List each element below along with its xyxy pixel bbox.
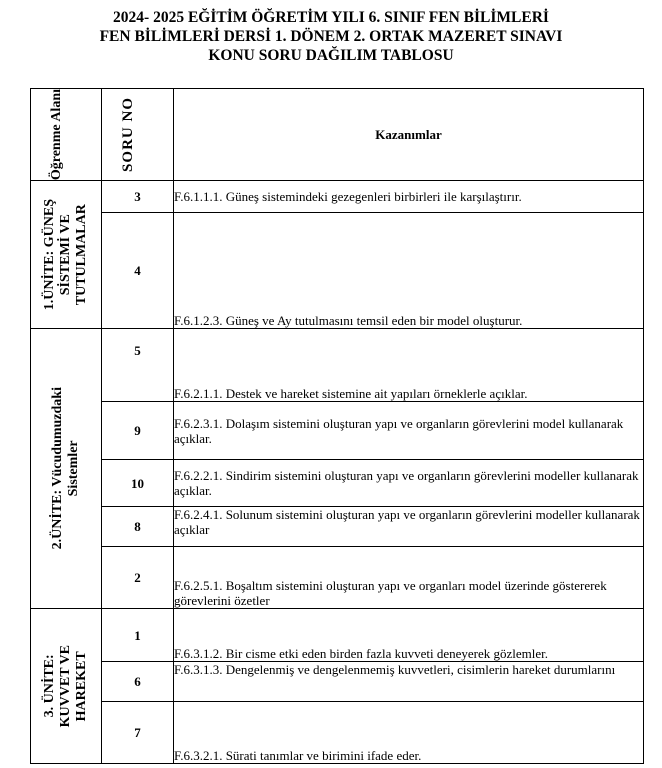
header-question-no: [102, 89, 174, 181]
unit-3-cell: [31, 609, 102, 764]
question-no: 3: [102, 181, 174, 213]
question-no: 10: [102, 460, 174, 507]
outcome-text: F.6.1.1.1. Güneş sistemindeki gezegenleri birbirleri ile karşılaştırır.: [174, 181, 644, 213]
unit-3-line-2: KUVVET VE: [58, 644, 73, 728]
table-row: [31, 507, 644, 547]
question-no: 6: [102, 662, 174, 702]
document-title: [0, 8, 662, 65]
outcome-text: F.6.3.2.1. Sürati tanımlar ve birimini ifade eder.: [174, 702, 644, 764]
table-row: [31, 181, 644, 213]
question-no: 7: [102, 702, 174, 764]
title-line-1: 2024- 2025 EĞİTİM ÖĞRETİM YILI 6. SINIF FEN BİLİMLERİ: [113, 9, 549, 26]
outcome-text: F.6.2.5.1. Boşaltım sistemini oluşturan yapı ve organları model üzerinde göstererek görevlerini özetler: [174, 547, 644, 609]
question-no: 4: [102, 213, 174, 329]
unit-3-line-3: HAREKET: [74, 651, 89, 722]
outcome-text: F.6.2.2.1. Sindirim sistemini oluşturan yapı ve organların görevlerini modeller kullanarak açıklar.: [174, 460, 644, 507]
unit-2-cell: [31, 329, 102, 609]
header-row: [31, 89, 644, 181]
table-row: [31, 702, 644, 764]
table-row: [31, 213, 644, 329]
header-learning-area-label: Öğrenme Alanı: [49, 89, 64, 181]
header-learning-area: [31, 89, 102, 181]
title-line-3: KONU SORU DAĞILIM TABLOSU: [208, 47, 454, 64]
table-row: [31, 402, 644, 460]
outcome-text: F.6.2.3.1. Dolaşım sistemini oluşturan yapı ve organların görevlerini model kullanarak açıklar.: [174, 402, 644, 460]
question-no: 9: [102, 402, 174, 460]
unit-2-line-2: Sistemler: [66, 440, 81, 497]
outcome-text: F.6.2.4.1. Solunum sistemini oluşturan yapı ve organların görevlerini modeller kullanarak açıklar: [174, 507, 644, 547]
table-row: [31, 547, 644, 609]
outcome-text: F.6.1.2.3. Güneş ve Ay tutulmasını temsil eden bir model oluşturur.: [174, 213, 644, 329]
title-line-2: FEN BİLİMLERİ DERSİ 1. DÖNEM 2. ORTAK MAZERET SINAVI: [99, 28, 563, 45]
unit-1-line-2: SİSTEMİ VE: [58, 214, 73, 296]
outcome-text: F.6.2.1.1. Destek ve hareket sistemine ait yapıları örneklerle açıklar.: [174, 329, 644, 402]
question-no: 1: [102, 609, 174, 662]
question-no: 2: [102, 547, 174, 609]
unit-1-line-1: 1.ÜNİTE: GÜNEŞ: [42, 199, 57, 311]
unit-1-cell: [31, 181, 102, 329]
unit-1-line-3: TUTULMALAR: [74, 204, 89, 306]
unit-3-label: [42, 645, 90, 727]
topic-distribution-table: [30, 88, 644, 764]
table-row: [31, 329, 644, 402]
header-question-no-label: SORU NO: [119, 97, 136, 173]
unit-2-line-1: 2.ÜNİTE: Vücudumuzdaki: [50, 387, 65, 550]
table-row: [31, 662, 644, 702]
header-outcomes: Kazanımlar: [174, 89, 644, 181]
outcome-text: F.6.3.1.2. Bir cisme etki eden birden fazla kuvveti deneyerek gözlemler.: [174, 609, 644, 662]
table-row: [31, 460, 644, 507]
unit-1-label: [42, 199, 90, 310]
unit-2-label: [50, 387, 82, 549]
unit-3-line-1: 3. ÜNİTE:: [42, 654, 57, 718]
outcome-text: F.6.3.1.3. Dengelenmiş ve dengelenmemiş kuvvetleri, cisimlerin hareket durumlarını: [174, 662, 644, 702]
question-no: 8: [102, 507, 174, 547]
question-no: 5: [102, 329, 174, 402]
table-row: [31, 609, 644, 662]
